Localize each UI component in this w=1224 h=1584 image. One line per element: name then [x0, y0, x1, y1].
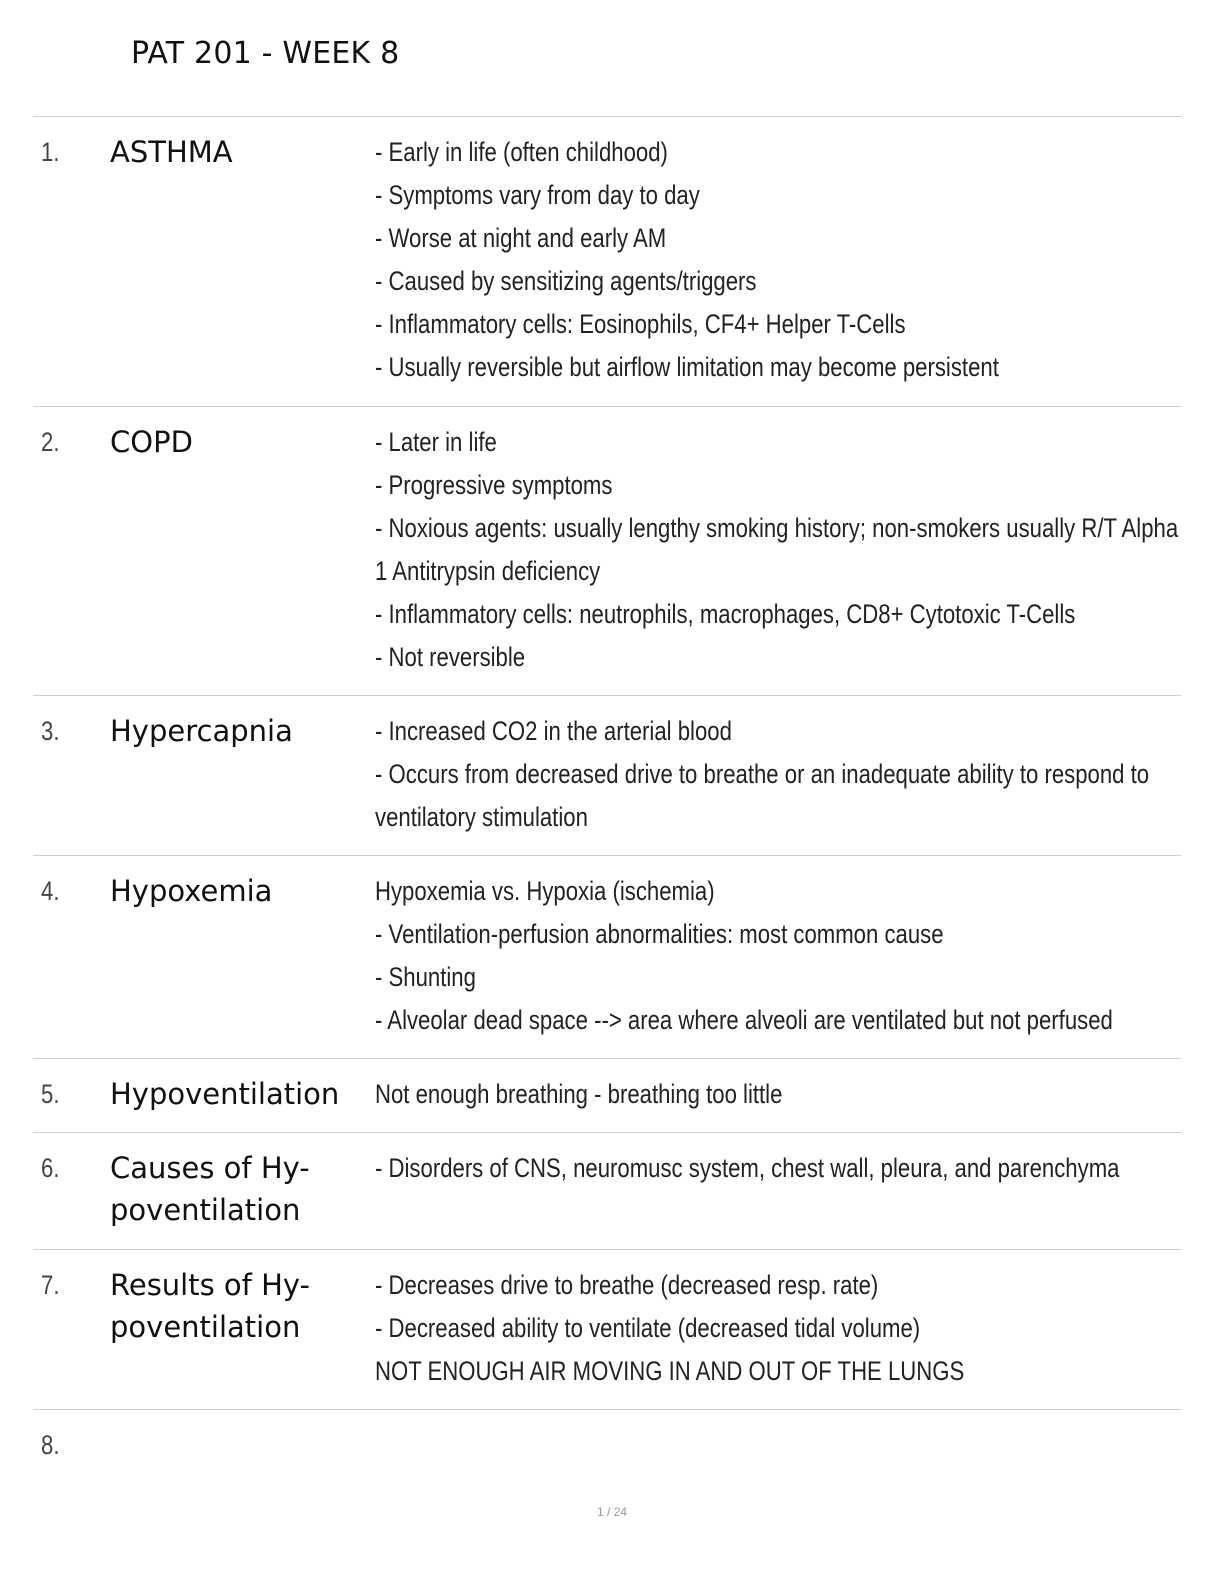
definition-line: - Usually reversible but airflow limitation may become persistent: [375, 352, 999, 382]
card-number: 4.: [41, 876, 60, 906]
card-definition: [375, 1147, 1162, 1190]
definition-line: - Early in life (often childhood): [375, 137, 668, 167]
card-term: Causes of Hy- poventilation: [110, 1151, 310, 1227]
definition-line: Hypoxemia vs. Hypoxia (ischemia): [375, 876, 715, 906]
page-indicator: 1 / 24: [596, 1505, 628, 1519]
definition-line: ventilatory stimulation: [375, 802, 588, 832]
definition-line: - Disorders of CNS, neuromusc system, chest wall, pleura, and parenchyma: [375, 1153, 1120, 1183]
card-number: 2.: [41, 427, 60, 457]
flashcard-row: [33, 407, 1181, 696]
flashcard-row: [33, 856, 1181, 1059]
card-number: 5.: [41, 1079, 60, 1109]
definition-line: - Alveolar dead space --> area where alveoli are ventilated but not perfused: [375, 1005, 1113, 1035]
card-term: COPD: [110, 425, 193, 459]
card-term: ASTHMA: [110, 135, 233, 169]
definition-line: - Decreases drive to breathe (decreased resp. rate): [375, 1270, 879, 1300]
definition-line: - Noxious agents: usually lengthy smoking history; non-smokers usually R/T Alpha: [375, 513, 1179, 543]
card-definition: [375, 1264, 1162, 1393]
definition-line: - Inflammatory cells: Eosinophils, CF4+ Helper T-Cells: [375, 309, 906, 339]
card-definition: [375, 870, 1162, 1042]
flashcard-list: [33, 116, 1181, 1480]
card-number: 6.: [41, 1153, 60, 1183]
card-term: Hypoxemia: [110, 874, 273, 908]
flashcard-row: [33, 1133, 1181, 1250]
flashcard-row: [33, 1059, 1181, 1133]
card-definition: [375, 421, 1179, 679]
card-number: 8.: [41, 1430, 60, 1460]
card-term: Results of Hy- poventilation: [110, 1268, 311, 1344]
flashcard-row: [33, 1250, 1181, 1410]
card-definition: [375, 710, 1162, 839]
card-term: Hypercapnia: [110, 714, 293, 748]
definition-line: Not enough breathing - breathing too little: [375, 1079, 783, 1109]
definition-line: - Later in life: [375, 427, 497, 457]
card-definition: [375, 131, 1162, 389]
definition-line: 1 Antitrypsin deficiency: [375, 556, 601, 586]
card-number: 1.: [41, 137, 60, 167]
definition-line: - Progressive symptoms: [375, 470, 613, 500]
document-title: PAT 201 - WEEK 8: [131, 36, 400, 71]
definition-line: - Not reversible: [375, 642, 526, 672]
definition-line: - Worse at night and early AM: [375, 223, 667, 253]
definition-line: - Ventilation-perfusion abnormalities: most common cause: [375, 919, 944, 949]
definition-line: - Inflammatory cells: neutrophils, macrophages, CD8+ Cytotoxic T-Cells: [375, 599, 1076, 629]
flashcard-row: [33, 117, 1181, 407]
flashcard-row: [33, 1410, 1181, 1480]
definition-line: - Symptoms vary from day to day: [375, 180, 700, 210]
flashcard-row: [33, 696, 1181, 856]
definition-line: - Increased CO2 in the arterial blood: [375, 716, 732, 746]
card-term: Hypoventilation: [110, 1077, 340, 1111]
definition-line: NOT ENOUGH AIR MOVING IN AND OUT OF THE LUNGS: [375, 1356, 965, 1386]
definition-line: - Caused by sensitizing agents/triggers: [375, 266, 757, 296]
definition-line: - Shunting: [375, 962, 476, 992]
definition-line: - Occurs from decreased drive to breathe or an inadequate ability to respond to: [375, 759, 1150, 789]
card-definition: [375, 1073, 1162, 1116]
definition-line: - Decreased ability to ventilate (decreased tidal volume): [375, 1313, 921, 1343]
card-number: 7.: [41, 1270, 60, 1300]
card-number: 3.: [41, 716, 60, 746]
